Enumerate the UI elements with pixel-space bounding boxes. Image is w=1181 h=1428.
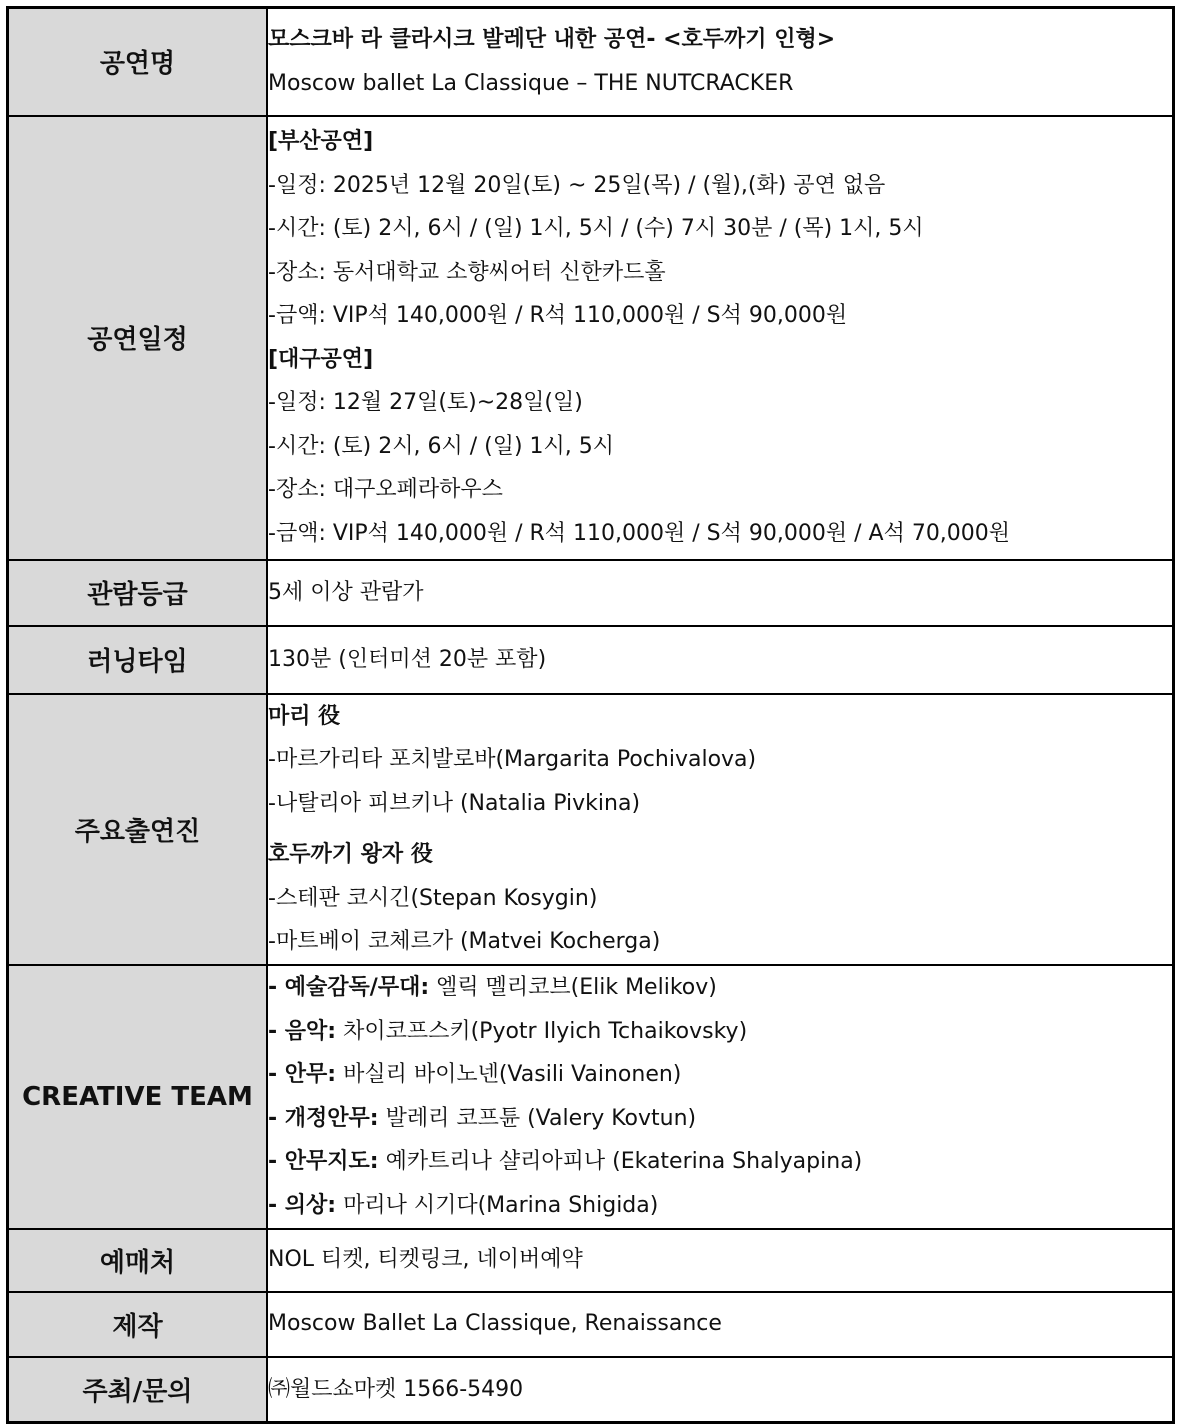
creative-item: - 안무: 바실리 바이노넨(Vasili Vainonen)	[268, 1062, 682, 1087]
label-booking: 예매처	[8, 1229, 268, 1292]
creative-item: - 의상: 마리나 시기다(Marina Shigida)	[268, 1192, 659, 1218]
marie-cast-1: -마르가리타 포치발로바(Margarita Pochivalova)	[268, 747, 757, 772]
row-contact	[8, 1357, 1174, 1423]
label-rating: 관람등급	[8, 560, 268, 626]
daegu-heading: [대구공연]	[268, 346, 374, 372]
row-booking	[8, 1229, 1174, 1292]
row-creative	[8, 965, 1174, 1229]
daegu-date: -일정: 12월 27일(토)~28일(일)	[268, 390, 583, 415]
prince-heading: 호두까기 왕자 役	[268, 842, 433, 867]
creative-item: - 예술감독/무대: 엘릭 멜리코브(Elik Melikov)	[268, 975, 717, 1000]
label-schedule: 공연일정	[8, 116, 268, 560]
busan-venue: -장소: 동서대학교 소향씨어터 신한카드홀	[268, 259, 666, 285]
rating-text: 5세 이상 관람가	[268, 579, 424, 605]
busan-date: -일정: 2025년 12월 20일(토) ~ 25일(목) / (월),(화) 공연 없음	[268, 172, 886, 198]
creative-item: - 안무지도: 예카트리나 샬리아피나 (Ekaterina Shalyapina)	[268, 1149, 863, 1174]
label-production: 제작	[8, 1292, 268, 1357]
prince-cast-2: -마트베이 코체르가 (Matvei Kocherga)	[268, 929, 661, 954]
booking-text: NOL 티켓, 티켓링크, 네이버예약	[268, 1247, 583, 1273]
daegu-time: -시간: (토) 2시, 6시 / (일) 1시, 5시	[268, 433, 615, 459]
busan-price: -금액: VIP석 140,000원 / R석 110,000원 / S석 90,000원	[268, 303, 848, 328]
value-contact	[267, 1357, 1174, 1423]
production-text: Moscow Ballet La Classique, Renaissance	[268, 1311, 722, 1337]
row-runtime	[8, 626, 1174, 694]
label-runtime: 러닝타임	[8, 626, 268, 694]
daegu-price: -금액: VIP석 140,000원 / R석 110,000원 / S석 90,000원 / A석 70,000원	[268, 520, 1011, 546]
creative-item: - 음악: 차이코프스키(Pyotr Ilyich Tchaikovsky)	[268, 1018, 748, 1044]
label-creative: CREATIVE TEAM	[8, 965, 268, 1229]
value-title	[267, 8, 1174, 116]
marie-heading: 마리 役	[268, 703, 341, 729]
marie-cast-2: -나탈리아 피브키나 (Natalia Pivkina)	[268, 790, 641, 816]
creative-item: - 개정안무: 발레리 코프튠 (Valery Kovtun)	[268, 1105, 697, 1131]
runtime-text: 130분 (인터미션 20분 포함)	[268, 646, 547, 672]
prince-cast-1: -스테판 코시긴(Stepan Kosygin)	[268, 885, 598, 911]
contact-text: ㈜월드쇼마켓 1566-5490	[268, 1376, 524, 1402]
daegu-venue: -장소: 대구오페라하우스	[268, 477, 503, 502]
row-cast	[8, 694, 1174, 965]
value-schedule	[267, 116, 1174, 560]
performance-info-table	[6, 6, 1175, 1424]
title-english: Moscow ballet La Classique – THE NUTCRACKER	[268, 70, 794, 96]
value-rating	[267, 560, 1174, 626]
value-cast	[267, 694, 1174, 965]
label-contact: 주최/문의	[8, 1357, 268, 1423]
row-title	[8, 8, 1174, 116]
row-production	[8, 1292, 1174, 1357]
value-runtime	[267, 626, 1174, 694]
row-rating	[8, 560, 1174, 626]
label-title: 공연명	[8, 8, 268, 116]
row-schedule	[8, 116, 1174, 560]
value-production	[267, 1292, 1174, 1357]
title-korean: 모스크바 라 클라시크 발레단 내한 공연- <호두까기 인형>	[268, 27, 836, 53]
value-booking	[267, 1229, 1174, 1292]
value-creative	[267, 965, 1174, 1229]
busan-heading: [부산공연]	[268, 129, 374, 154]
label-cast: 주요출연진	[8, 694, 268, 965]
busan-time: -시간: (토) 2시, 6시 / (일) 1시, 5시 / (수) 7시 30분 / (목) 1시, 5시	[268, 216, 924, 241]
